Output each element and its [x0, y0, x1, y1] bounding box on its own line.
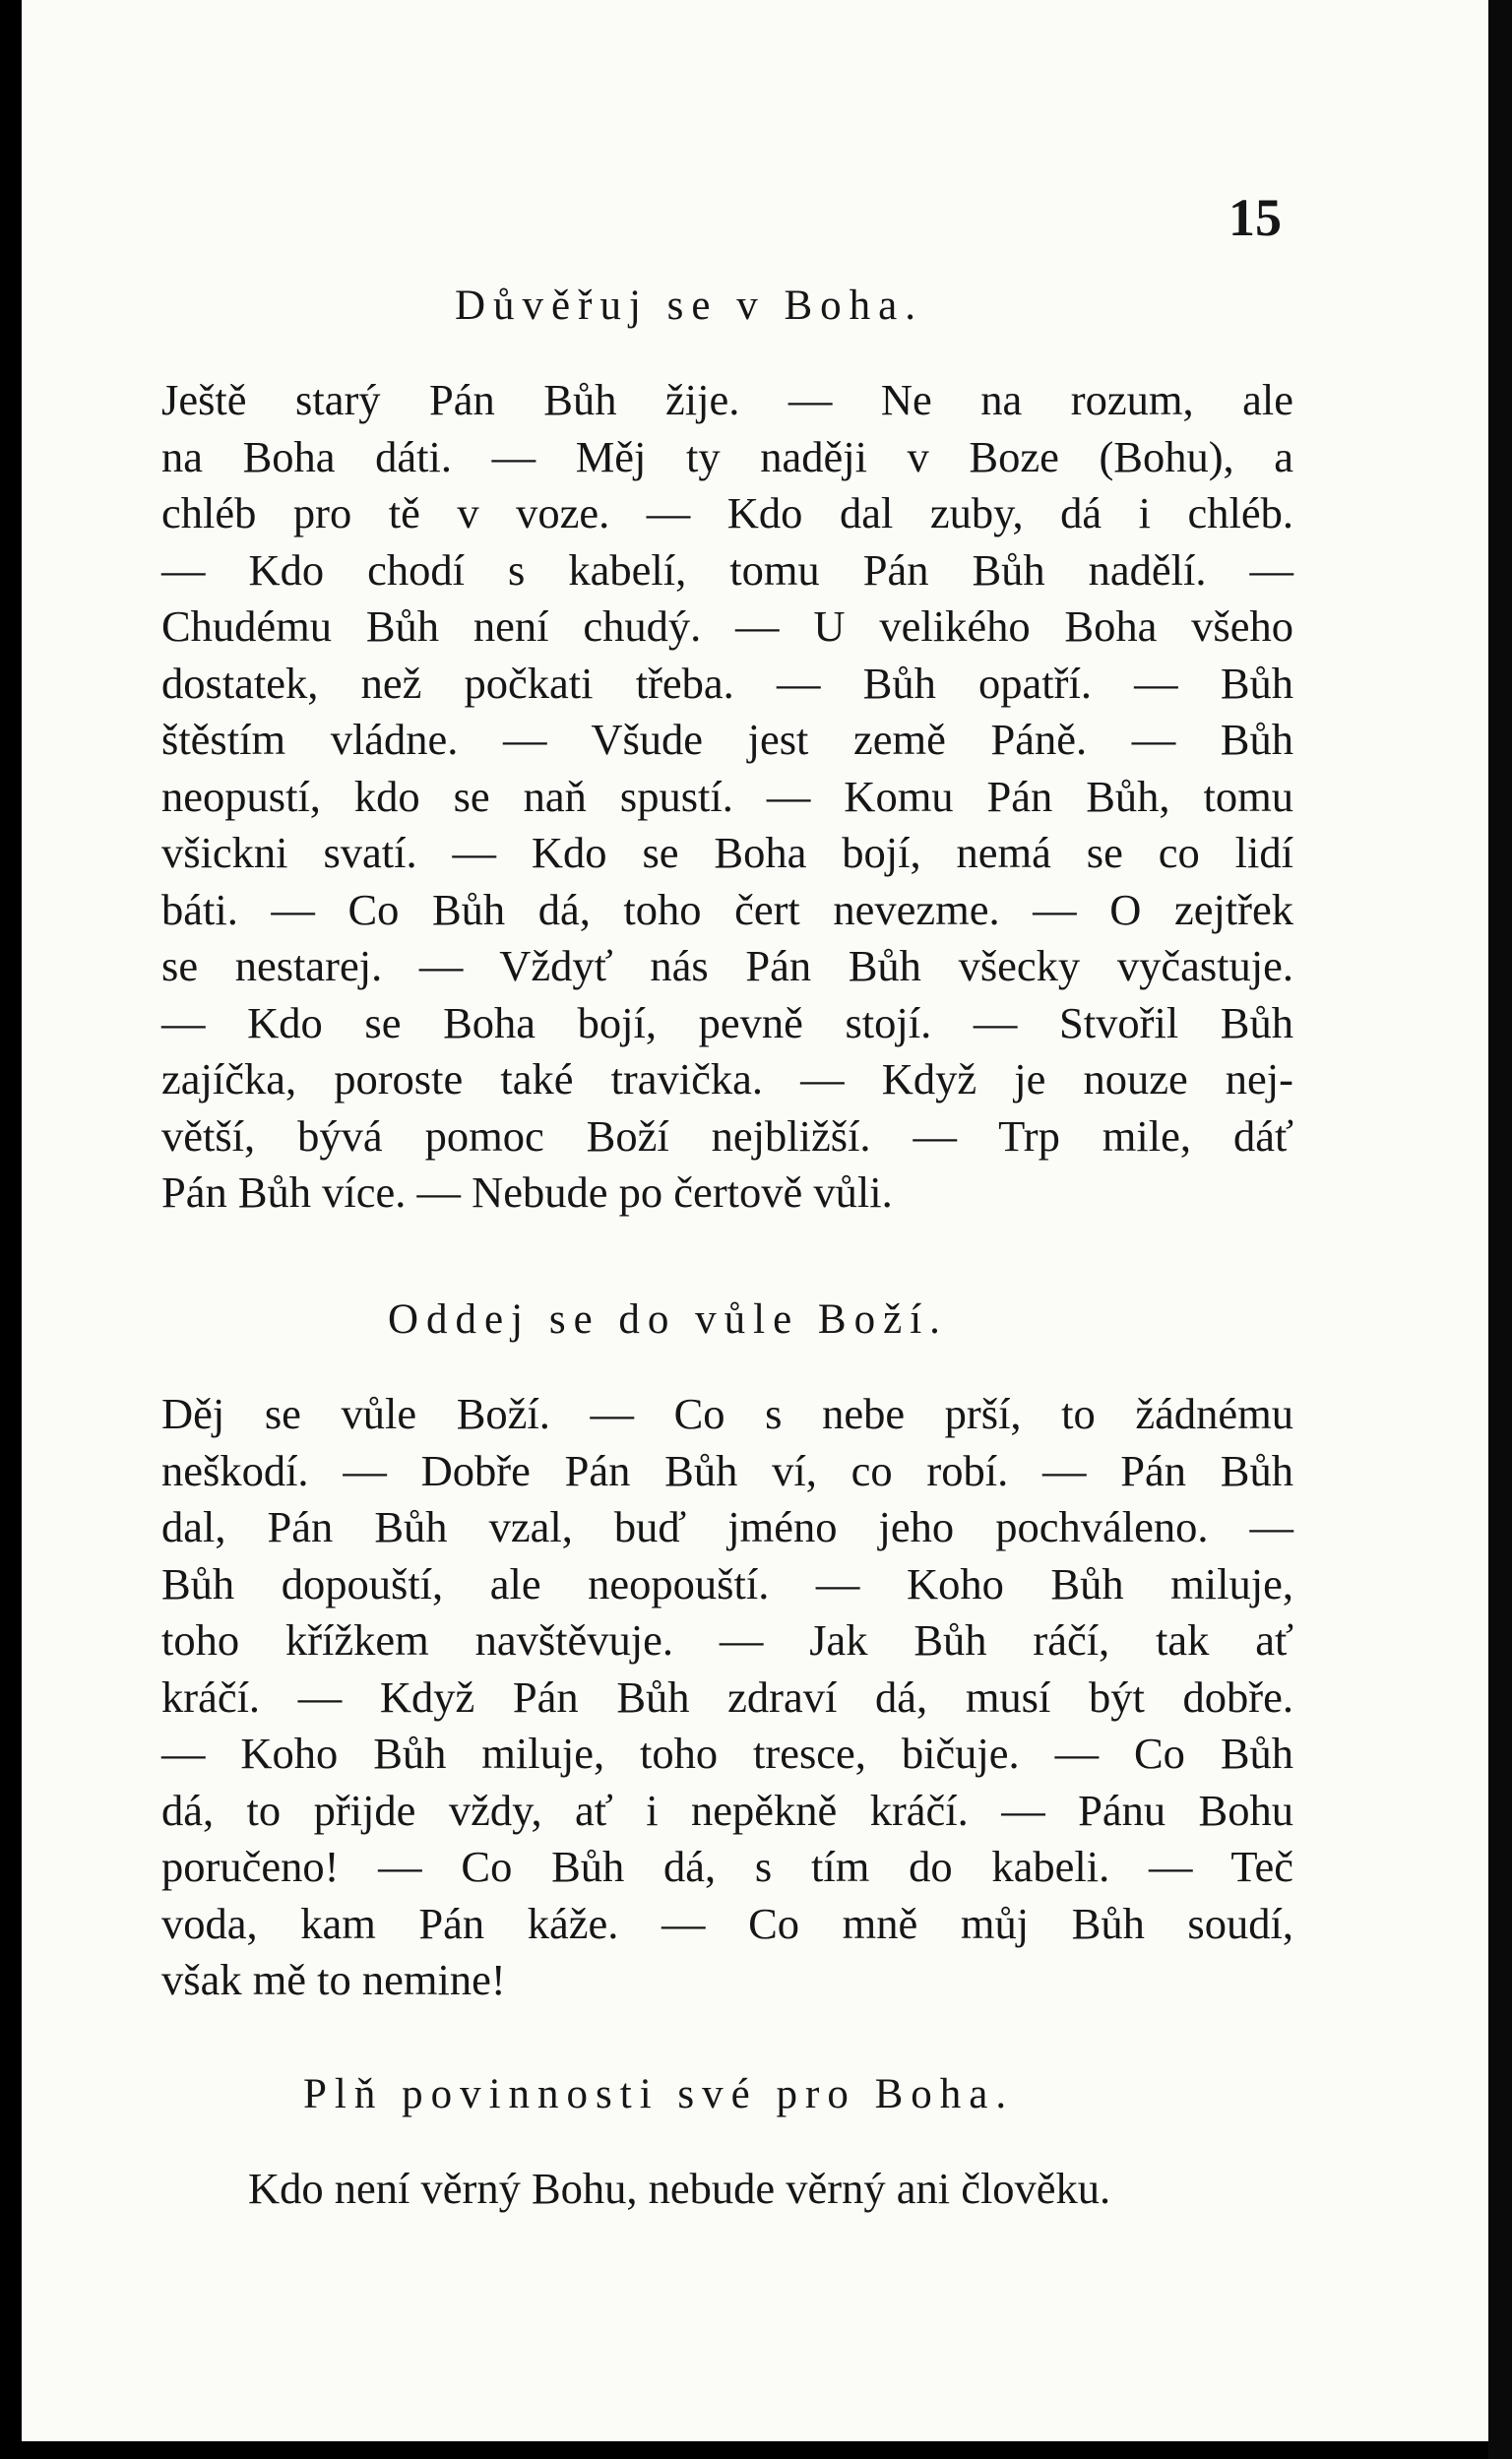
text-line: neškodí. — Dobře Pán Bůh ví, co robí. — Pán Bůh	[161, 1445, 1293, 1495]
text-line: neopustí, kdo se naň spustí. — Komu Pán Bůh, tomu	[161, 771, 1293, 821]
section-heading-1: Důvěřuj se v Boha.	[455, 283, 923, 329]
section-text-2	[161, 1386, 1293, 2009]
section-heading-2: Oddej se do vůle Boží.	[388, 1296, 948, 1343]
text-line: všickni svatí. — Kdo se Boha bojí, nemá se co lidí	[161, 828, 1293, 877]
section-text-1	[161, 372, 1293, 1222]
text-line: Bůh dopouští, ale neopouští. — Koho Bůh miluje,	[161, 1558, 1293, 1608]
text-line: dal, Pán Bůh vzal, buď jméno jeho pochváleno. —	[161, 1502, 1293, 1551]
text-line: — Kdo se Boha bojí, pevně stojí. — Stvořil Bůh	[161, 997, 1293, 1047]
text-line: — Koho Bůh miluje, toho tresce, bičuje. — Co Bůh	[161, 1729, 1293, 1778]
text-line: toho křížkem navštěvuje. — Jak Bůh ráčí, tak ať	[161, 1615, 1293, 1665]
text-line: Chudému Bůh není chudý. — U velikého Boha všeho	[161, 601, 1293, 651]
text-line: chléb pro tě v voze. — Kdo dal zuby, dá i chléb.	[161, 488, 1293, 537]
section-heading-3: Plň povinnosti své pro Boha.	[303, 2071, 1015, 2117]
text-line: dostatek, než počkati třeba. — Bůh opatří. — Bůh	[161, 658, 1293, 708]
text-line: Pán Bůh více. — Nebude po čertově vůli.	[161, 1167, 893, 1217]
text-line: báti. — Co Bůh dá, toho čert nevezme. — O zejtřek	[161, 884, 1293, 934]
page-edge-shadow	[1488, 0, 1512, 2459]
section-text-3	[248, 2161, 1292, 2218]
text-line: dá, to přijde vždy, ať i nepěkně kráčí. — Pánu Bohu	[161, 1785, 1293, 1835]
text-line: Kdo není věrný Bohu, nebude věrný ani člověku.	[248, 2164, 1111, 2213]
book-page	[22, 0, 1488, 2441]
text-line: Ještě starý Pán Bůh žije. — Ne na rozum, ale	[161, 375, 1293, 424]
text-line: zajíčka, poroste také travička. — Když je nouze nej-	[161, 1054, 1293, 1103]
text-line: poručeno! — Co Bůh dá, s tím do kabeli. — Teč	[161, 1842, 1293, 1891]
text-line: voda, kam Pán káže. — Co mně můj Bůh soudí,	[161, 1898, 1293, 1948]
text-line: štěstím vládne. — Všude jest země Páně. — Bůh	[161, 715, 1293, 764]
text-line: Děj se vůle Boží. — Co s nebe prší, to žádnému	[161, 1389, 1293, 1438]
text-line: však mě to nemine!	[161, 1955, 506, 2004]
text-line: kráčí. — Když Pán Bůh zdraví dá, musí být dobře.	[161, 1671, 1293, 1722]
text-line: větší, bývá pomoc Boží nejbližší. — Trp mile, dáť	[161, 1110, 1293, 1161]
text-line: se nestarej. — Vždyť nás Pán Bůh všecky vyčastuje.	[161, 941, 1293, 990]
text-line: na Boha dáti. — Měj ty naději v Boze (Bohu), a	[161, 431, 1293, 481]
page-number: 15	[1228, 188, 1282, 247]
text-line: — Kdo chodí s kabelí, tomu Pán Bůh nadělí. —	[161, 544, 1293, 595]
